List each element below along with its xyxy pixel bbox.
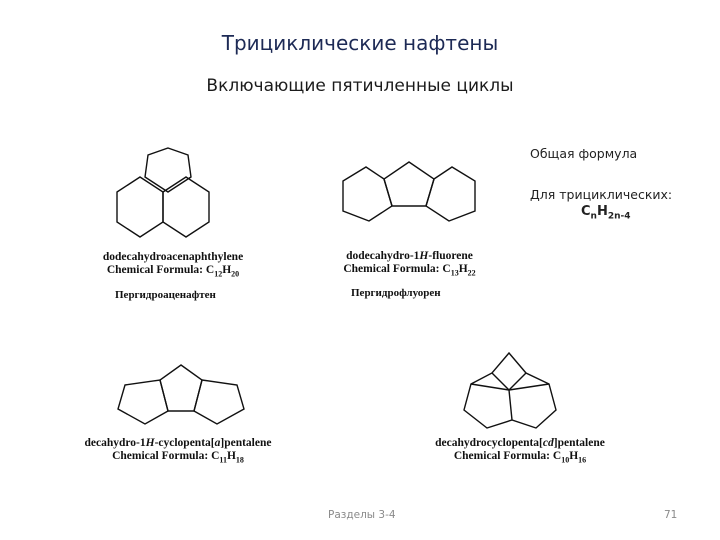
five-ring (384, 162, 434, 206)
general-formula-label: Общая формула (530, 146, 638, 161)
six-ring-left (343, 167, 392, 221)
six-ring-right (426, 167, 475, 221)
five-ring-right (194, 380, 244, 424)
footer-section: Разделы 3-4 (328, 509, 396, 521)
slide-title: Трициклические нафтены (221, 31, 499, 55)
slide-subtitle: Включающие пятичленные циклы (206, 76, 514, 96)
five-ring-left (118, 380, 168, 424)
structure-cyclopenta-cd-pentalene (456, 348, 566, 433)
structure-acenaphthylene (108, 140, 228, 240)
caption-acenaphthylene: dodecahydroacenaphthylene Chemical Formula: $C_{12}H_{20}$ (102, 251, 244, 279)
caption-cyclopenta-a-pentalene: decahydro-1H-cyclopenta[a]pentalene Chemical Formula: $C_{11}H_{18}$ (84, 437, 272, 465)
general-formula: $C_nH_{2n-4}$ (581, 204, 631, 222)
general-formula-box (530, 146, 700, 222)
caption-fluorene: dodecahydro-1H-fluorene Chemical Formula: $C_{13}H_{22}$ (343, 250, 476, 278)
footer-page-number: 71 (664, 509, 678, 521)
six-ring-left (117, 177, 163, 237)
structure-cyclopenta-a-pentalene (112, 358, 252, 428)
russian-name-fluorene: Пергидрофлуорен (351, 287, 441, 299)
tricyclic-label: Для трициклических: (530, 187, 673, 202)
caption-cyclopenta-cd-pentalene: decahydrocyclopenta[cd]pentalene Chemical Formula: $C_{10}H_{16}$ (435, 437, 605, 465)
bond-center-down (509, 390, 512, 420)
structure-fluorene (334, 155, 484, 235)
six-ring-right (163, 177, 209, 237)
russian-name-acenaphthylene: Пергидроаценафтен (115, 289, 216, 301)
